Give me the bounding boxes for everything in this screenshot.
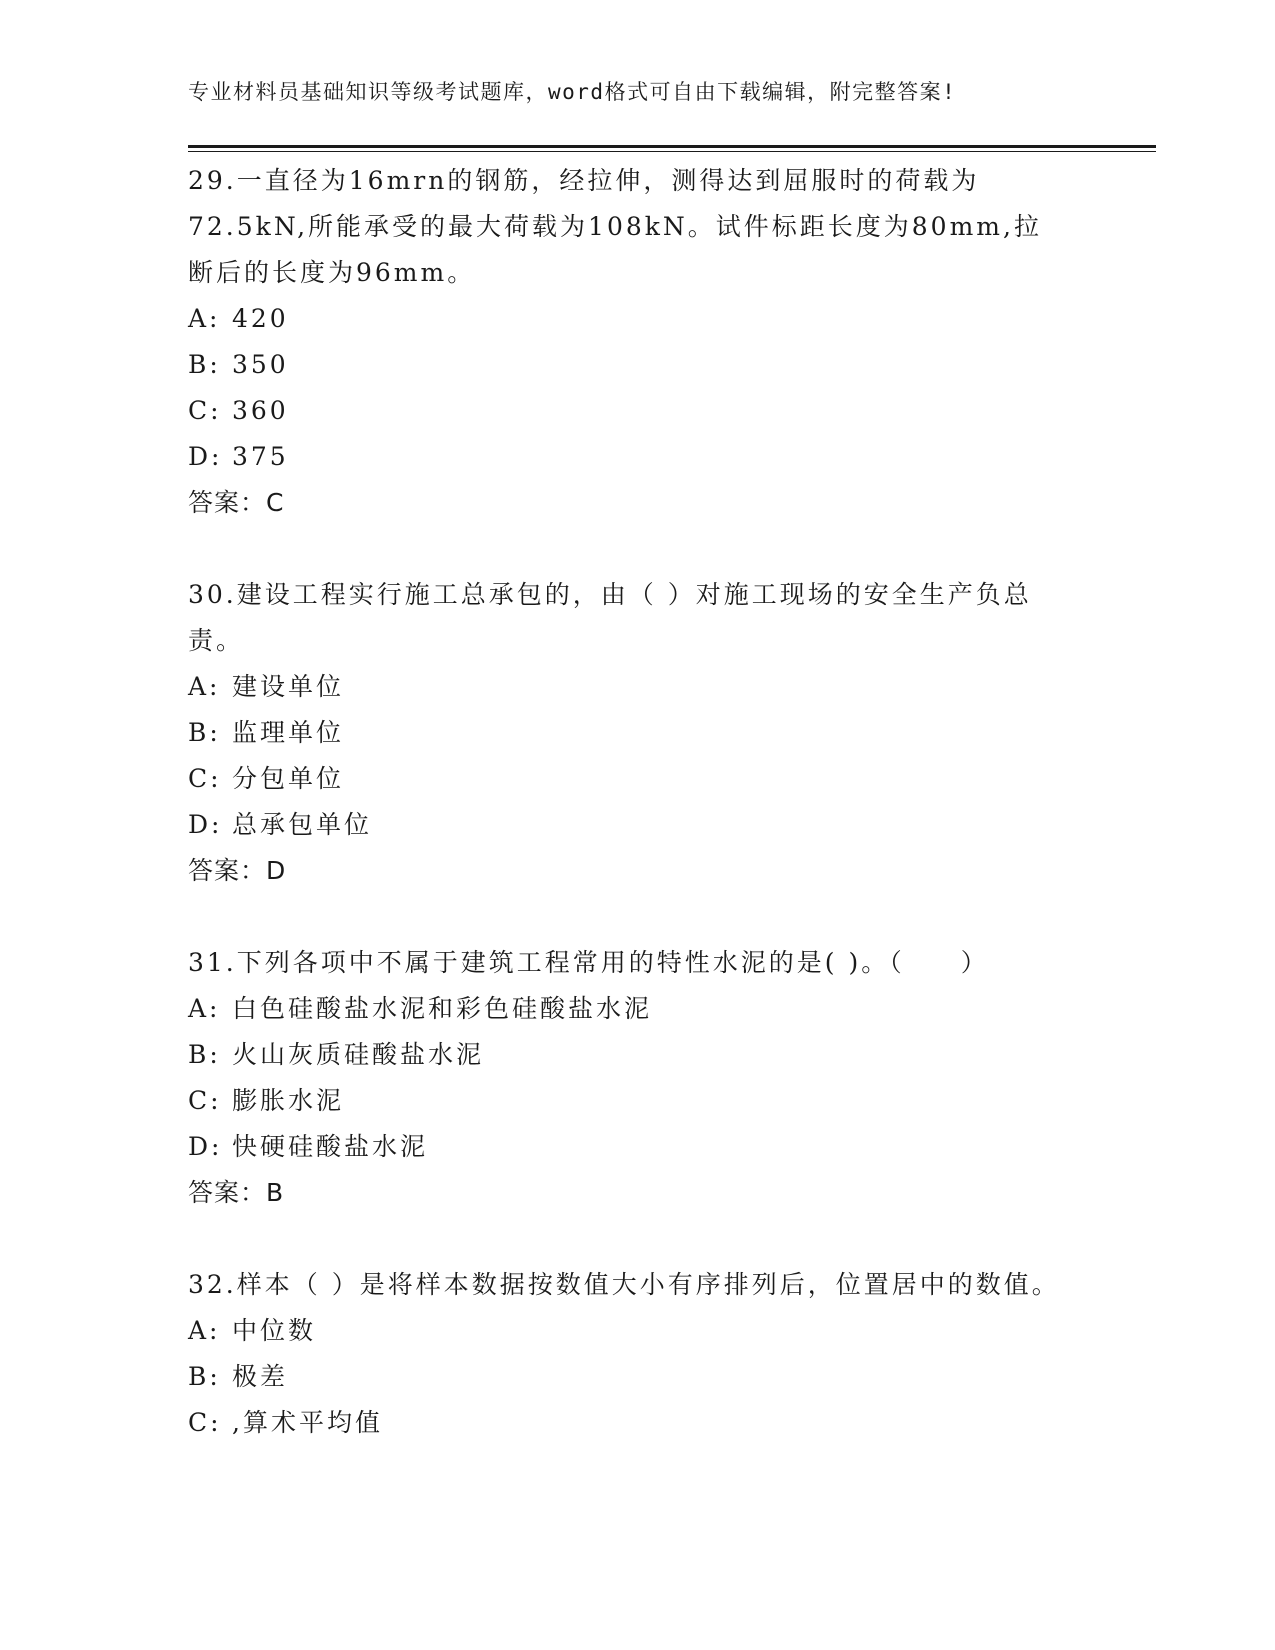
question-gap [188, 1216, 1068, 1262]
option-text: 极差 [232, 1362, 289, 1391]
option-letter: C: [188, 1408, 222, 1437]
option-c [188, 756, 1068, 802]
question-gap [188, 526, 1068, 572]
option-letter: D: [188, 1132, 223, 1161]
option-c [188, 1078, 1068, 1124]
question-list [188, 158, 1068, 1446]
question-32 [188, 1262, 1068, 1446]
header-rule-thin [188, 151, 1156, 152]
option-text: 建设单位 [232, 672, 345, 701]
option-text: 快硬硅酸盐水泥 [232, 1132, 429, 1161]
option-a [188, 1308, 1068, 1354]
option-text: 火山灰质硅酸盐水泥 [232, 1040, 485, 1069]
question-stem: 30.建设工程实行施工总承包的，由（ ）对施工现场的安全生产负总责。 [188, 580, 1032, 655]
answer-line: 答案：D [188, 856, 287, 885]
option-text: 膨胀水泥 [232, 1086, 345, 1115]
option-letter: C: [188, 396, 222, 425]
option-text: ,算术平均值 [232, 1408, 383, 1437]
option-d [188, 1124, 1068, 1170]
answer-line: 答案：B [188, 1178, 285, 1207]
question-gap [188, 894, 1068, 940]
question-stem: 32.样本（ ）是将样本数据按数值大小有序排列后，位置居中的数值。 [188, 1270, 1060, 1299]
option-a [188, 296, 1068, 342]
option-letter: C: [188, 1086, 222, 1115]
option-text: 分包单位 [232, 764, 345, 793]
question-stem: 31.下列各项中不属于建筑工程常用的特性水泥的是( )。（ ） [188, 948, 989, 977]
option-letter: A: [188, 304, 221, 333]
option-letter: B: [188, 1362, 221, 1391]
answer-line: 答案：C [188, 488, 285, 517]
option-letter: D: [188, 442, 223, 471]
option-letter: A: [188, 672, 221, 701]
option-letter: B: [188, 350, 221, 379]
option-text: 420 [232, 304, 289, 333]
option-b [188, 342, 1068, 388]
option-letter: B: [188, 1040, 221, 1069]
option-text: 白色硅酸盐水泥和彩色硅酸盐水泥 [232, 994, 653, 1023]
header-rule-thick [188, 145, 1156, 148]
question-29 [188, 158, 1068, 526]
option-b [188, 1032, 1068, 1078]
option-c [188, 1400, 1068, 1446]
option-b [188, 710, 1068, 756]
option-text: 中位数 [232, 1316, 317, 1345]
option-d [188, 802, 1068, 848]
header-text: 专业材料员基础知识等级考试题库，word格式可自由下载编辑，附完整答案! [188, 80, 957, 104]
option-b [188, 1354, 1068, 1400]
question-stem: 29.一直径为16mrn的钢筋，经拉伸，测得达到屈服时的荷载为72.5kN,所能承受的最大荷载为108kN。试件标距长度为80mm,拉断后的长度为96mm。 [188, 166, 1042, 287]
option-text: 监理单位 [232, 718, 345, 747]
option-text: 360 [232, 396, 289, 425]
option-d [188, 434, 1068, 480]
question-30 [188, 572, 1068, 894]
option-letter: C: [188, 764, 222, 793]
option-text: 375 [232, 442, 289, 471]
option-letter: A: [188, 1316, 221, 1345]
question-31 [188, 940, 1068, 1216]
option-a [188, 664, 1068, 710]
option-letter: A: [188, 994, 221, 1023]
option-text: 350 [232, 350, 289, 379]
option-a [188, 986, 1068, 1032]
option-text: 总承包单位 [232, 810, 373, 839]
option-letter: B: [188, 718, 221, 747]
option-c [188, 388, 1068, 434]
option-letter: D: [188, 810, 223, 839]
